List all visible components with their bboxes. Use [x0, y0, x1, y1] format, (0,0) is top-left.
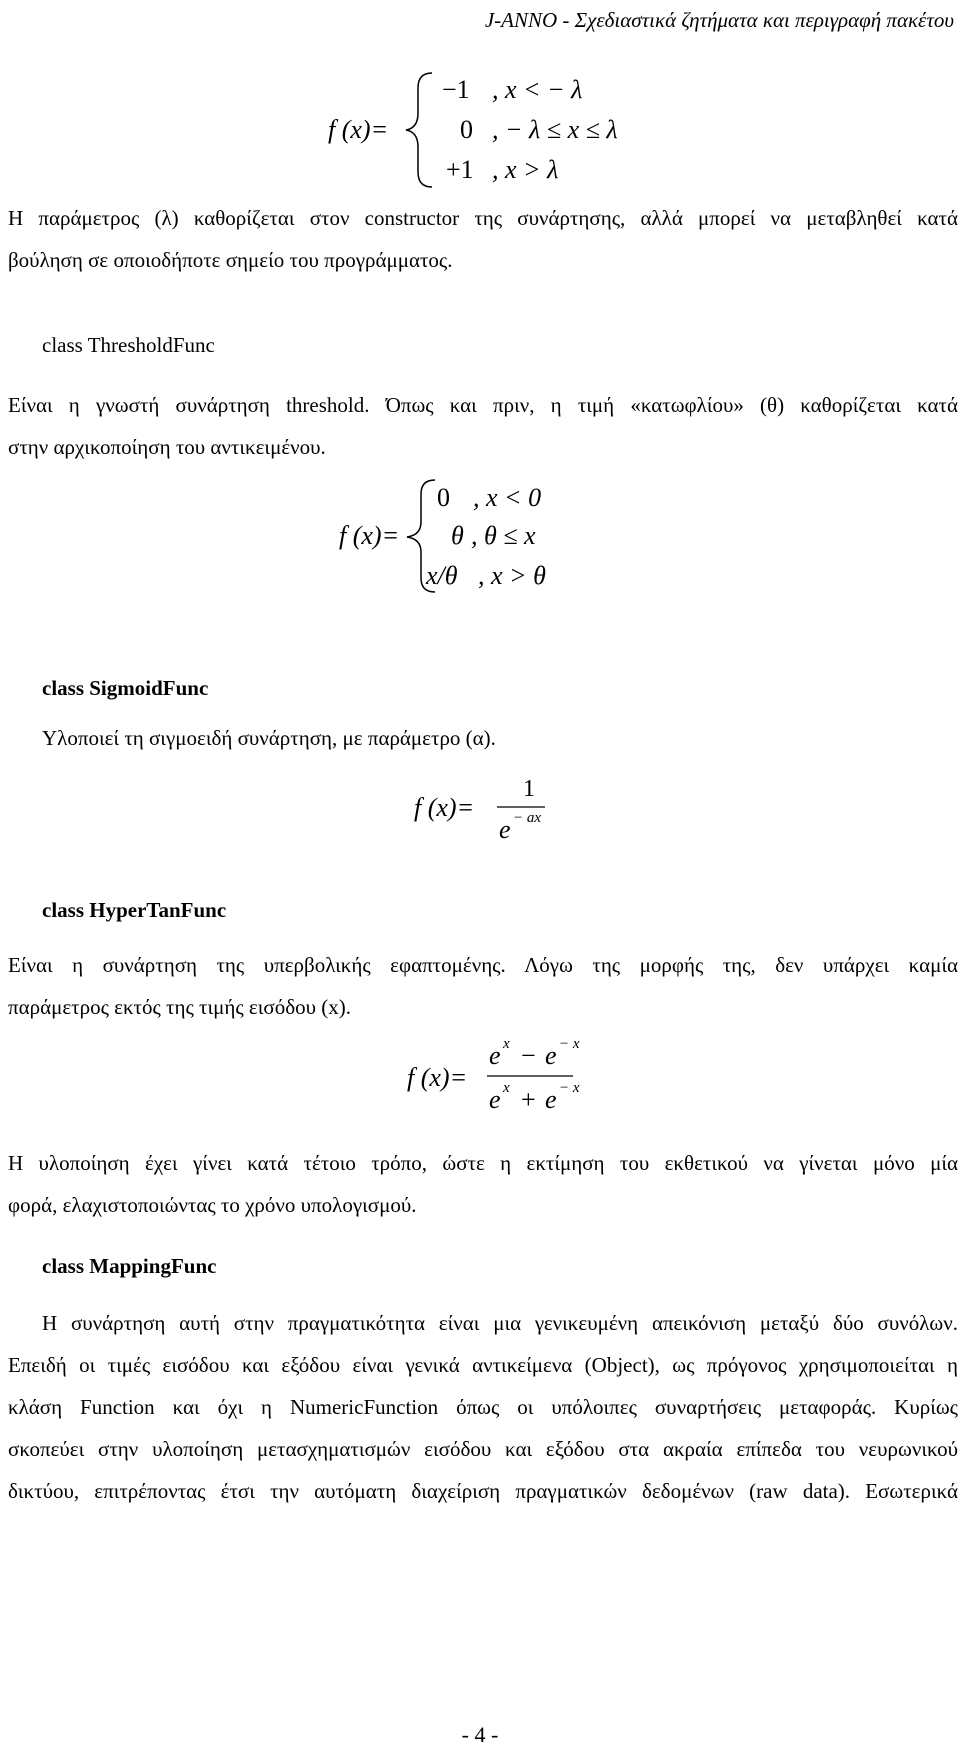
paragraph-threshold — [8, 384, 958, 468]
eq1-case-cond: , x > λ — [492, 155, 559, 184]
eq3-denominator-exp: − ax — [513, 810, 542, 826]
eq4-den-a-exp: x — [503, 1080, 510, 1096]
eq4-num-a-exp: x — [503, 1036, 510, 1052]
eq1-case-value: +1 — [446, 155, 474, 184]
paragraph-hypertan — [8, 944, 958, 1028]
equation-sigmoid-function — [410, 768, 570, 843]
paragraph-implementation — [8, 1142, 958, 1226]
eq4-num-op: − — [521, 1041, 536, 1070]
text-line: φορά, ελαχιστοποιώντας το χρόνο υπολογισμού. — [8, 1193, 417, 1217]
section-title-thresholdfunc: class ThresholdFunc — [42, 333, 215, 357]
eq1-case-cond: , − λ ≤ x ≤ λ — [492, 115, 618, 144]
eq1-case-cond: , x < − λ — [492, 75, 583, 104]
eq2-lhs: f (x)= — [339, 521, 400, 550]
section-title-sigmoidfunc: class SigmoidFunc — [42, 676, 209, 700]
text-line: Η υλοποίηση έχει γίνει κατά τέτοιο τρόπο, ώστε η εκτίμηση του εκθετικού να γίνεται μόνο μία — [8, 1151, 958, 1175]
eq4-num-a: e — [489, 1041, 501, 1070]
eq4-den-b: e — [545, 1085, 557, 1114]
eq3-numerator: 1 — [523, 776, 535, 802]
paragraph-lambda — [8, 197, 958, 281]
section-title-hypertanfunc: class HyperTanFunc — [42, 898, 227, 922]
text-line: Είναι η συνάρτηση της υπερβολικής εφαπτομένης. Λόγω της μορφής της, δεν υπάρχει καμία — [8, 953, 958, 977]
eq1-case-value: −1 — [442, 75, 470, 104]
eq4-den-a: e — [489, 1085, 501, 1114]
section-title-mappingfunc: class MappingFunc — [42, 1254, 217, 1278]
text-line: Η παράμετρος (λ) καθορίζεται στον constructor της συνάρτησης, αλλά μπορεί να μεταβληθεί κατά — [8, 206, 958, 230]
eq2-case-cond: , x < 0 — [473, 483, 542, 512]
eq2-case-cond: , x > θ — [478, 561, 546, 590]
text-line: Επειδή οι τιμές εισόδου και εξόδου είναι γενικά αντικείμενα (Object), ως πρόγονος χρησιμοποιείται η — [8, 1353, 958, 1377]
page-number: - 4 - — [461, 1722, 499, 1747]
eq1-brace — [406, 73, 432, 187]
paragraph-sigmoid: Υλοποιεί τη σιγμοειδή συνάρτηση, με παράμετρο (α). — [42, 726, 496, 750]
eq1-lhs: f (x)= — [328, 115, 389, 144]
text-line: Η συνάρτηση αυτή στην πραγματικότητα είναι μια γενικευμένη απεικόνιση μεταξύ δύο συνόλων. — [42, 1311, 958, 1335]
eq3-lhs: f (x)= — [414, 793, 475, 822]
eq2-case-value: 0 — [437, 483, 450, 512]
text-line: σκοπεύει στην υλοποίηση μετασχηματισμών εισόδου και εξόδου στα ακραία επίπεδα του νευρωνικού — [8, 1437, 958, 1461]
eq4-den-op: + — [521, 1085, 536, 1114]
equation-sign-function — [320, 68, 640, 193]
paragraph-mapping — [8, 1302, 958, 1512]
text-line: κλάση Function και όχι η NumericFunction όπως οι υπόλοιπες συναρτήσεις μεταφοράς. Κυρίως — [8, 1395, 958, 1419]
eq1-case-value: 0 — [460, 115, 473, 144]
eq2-case-value: x/θ — [426, 561, 458, 590]
eq2-case-value: θ — [451, 521, 464, 550]
equation-threshold-function — [333, 472, 633, 602]
text-line: παράμετρος εκτός της τιμής εισόδου (x). — [8, 995, 352, 1019]
eq3-denominator-base: e — [499, 815, 511, 844]
running-header: J-ANNO - Σχεδιαστικά ζητήματα και περιγραφή πακέτου — [484, 8, 954, 32]
eq4-lhs: f (x)= — [407, 1063, 468, 1092]
eq4-num-b-exp: − x — [559, 1036, 580, 1052]
text-line: βούληση σε οποιοδήποτε σημείο του προγράμματος. — [8, 248, 453, 272]
text-line: Είναι η γνωστή συνάρτηση threshold. Όπως και πριν, η τιμή «κατωφλίου» (θ) καθορίζεται κατά — [8, 393, 958, 417]
text-line: στην αρχικοποίηση του αντικειμένου. — [8, 435, 326, 459]
eq4-den-b-exp: − x — [559, 1080, 580, 1096]
equation-tanh-function — [405, 1030, 580, 1120]
eq4-num-b: e — [545, 1041, 557, 1070]
eq2-case-cond: , θ ≤ x — [471, 521, 536, 550]
text-line: δικτύου, επιτρέποντας έτσι την αυτόματη διαχείριση πραγματικών δεδομένων (raw data). Εσωτερικά — [8, 1479, 958, 1503]
